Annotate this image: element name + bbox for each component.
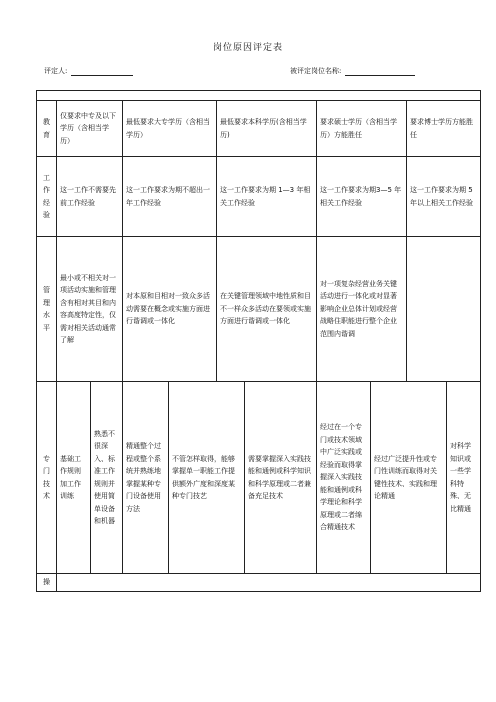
- page-title: 岗位原因评定表: [212, 43, 283, 53]
- technical-cell: 经过在一个专门或技术领域中广泛实践或经验而取得掌握深入实践技能和通例或科学理论和科学原理或二者绵合精通技术: [317, 382, 371, 574]
- technical-cell: 精通整个过程或整个系统并熟练地掌握某种专门设备使用方法: [123, 382, 169, 574]
- management-cell: 对本原和目相对一致众多活动需要在概念或实施方面进行谐调或一体化: [123, 237, 217, 382]
- experience-cell: 这一工作要求为期 1—3 年相关工作经验: [217, 157, 317, 237]
- experience-header: 工作经验: [37, 157, 57, 237]
- experience-cell: 这一工作要求为期 5 年以上相关工作经验: [407, 157, 481, 237]
- technical-row: [37, 382, 481, 574]
- technical-cell: 不管怎样取得，能够掌握单一职能工作提供额外广度和深度某种专门技艺: [169, 382, 245, 574]
- experience-cell: 这一工作要求为期不超出一年工作经验: [123, 157, 217, 237]
- education-row: [37, 101, 481, 157]
- technical-cell: 需要掌握深入实践技能和通例或科学知识和科学原理或二者兼备充足技术: [245, 382, 317, 574]
- education-cell: 最低要求大专学历（含相当学历）: [123, 101, 217, 157]
- education-cell: 要求硕士学历（含相当学历）方能胜任: [317, 101, 407, 157]
- experience-cell: 这一工作要求为期3—5 年相关工作经验: [317, 157, 407, 237]
- rater-field: [44, 66, 133, 76]
- technical-header: 专门技术: [37, 382, 57, 574]
- position-label: 被评定岗位名称:: [290, 67, 342, 75]
- position-blank-line[interactable]: [345, 75, 415, 76]
- management-cell: 最小或不相关对一项活动实施和管理含有相对其目和内容高度特定性，仅需对相关活动通常了解: [57, 237, 123, 382]
- last-header: 操: [37, 574, 57, 592]
- technical-cell: 经过广泛提升性或专门性训练而取得对关键性技术、实践和理论精通: [371, 382, 447, 574]
- education-header: 教育: [37, 101, 57, 157]
- technical-cell: 熟悉不很深入、标准工作规则并使用简单设备和机器: [91, 382, 123, 574]
- rater-label: 评定人:: [44, 67, 68, 75]
- last-row: [37, 574, 481, 592]
- management-header: 管理水平: [37, 237, 57, 382]
- technical-cell: 对科学知识或一些学科特殊、无比精通: [447, 382, 481, 574]
- management-cell: 对一项复杂经营业务关键活动进行一体化或对显著影响企业总体计划或经营战略住职能进行整个企业范围内谐调: [317, 237, 407, 382]
- education-cell: 最低要求本科学历(含相当学历): [217, 101, 317, 157]
- management-cell: 在关键管理领域中地性质和目不一样众多活动在要领或实施方面进行谐调或一体化: [217, 237, 317, 382]
- management-cell: [407, 237, 481, 382]
- table-top-row: [37, 91, 481, 101]
- education-cell: 要求博士学历方能胜任: [407, 101, 481, 157]
- rater-blank-line[interactable]: [71, 75, 133, 76]
- evaluation-table: [36, 90, 481, 592]
- position-field: [290, 66, 415, 76]
- management-row: [37, 237, 481, 382]
- last-row-cell: [57, 574, 481, 592]
- technical-cell: 基础工作规则加工作训练: [57, 382, 91, 574]
- education-cell: 仅要求中专及以下学历（含相当学历）: [57, 101, 123, 157]
- experience-cell: 这一工作不需要先前工作经验: [57, 157, 123, 237]
- experience-row: [37, 157, 481, 237]
